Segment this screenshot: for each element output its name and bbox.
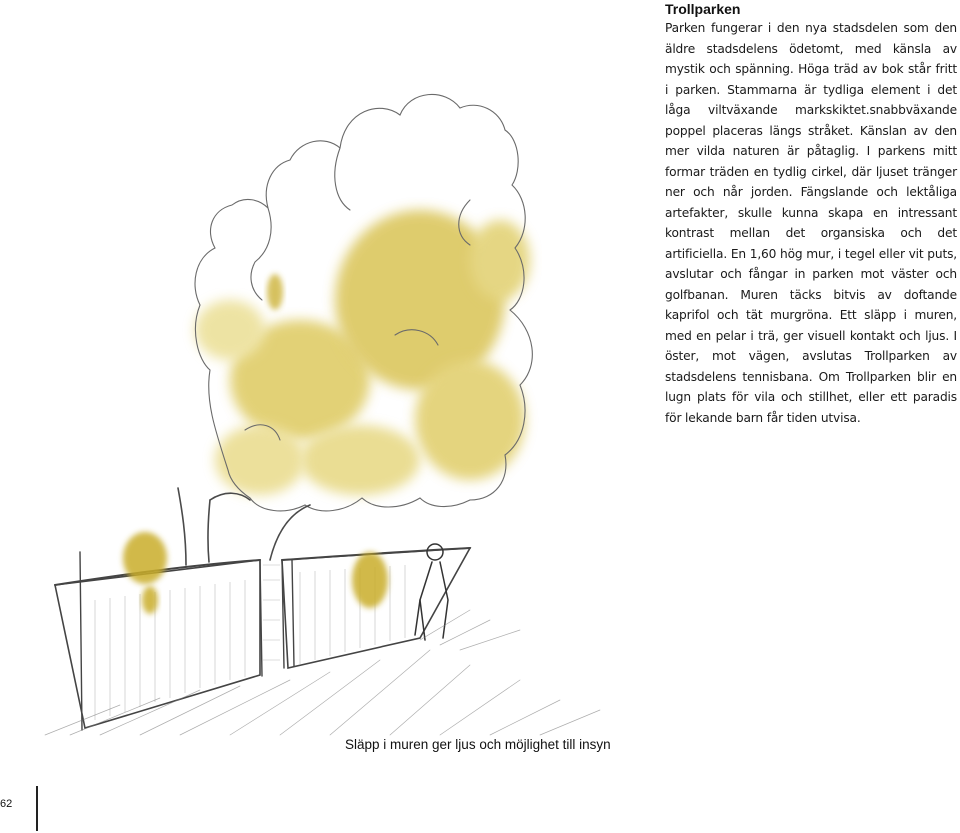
article-column [665, 0, 957, 428]
climbing-plants [123, 532, 388, 614]
wall [55, 548, 470, 730]
foliage-wash [195, 210, 530, 495]
human-figure [415, 544, 448, 640]
tree-trunks [178, 488, 310, 565]
ground-hatching [45, 610, 600, 735]
page-number: 62 [0, 798, 13, 810]
figure-caption: Släpp i muren ger ljus och möjlighet till insyn [345, 737, 611, 752]
page-divider [36, 786, 38, 831]
article-body: Parken fungerar i den nya stadsdelen som den äldre stadsdelens ödetomt, med känsla av mystik och spänning. Höga träd av bok står fritt i parken. Stammarna är tydliga element i det låga viltväxande markskiktet.snabbväxande poppel placeras längs stråket. Känslan av den mer vilda naturen är påtaglig. I parkens mitt formar träden en tydlig cirkel, där ljuset tränger ner och når jorden. Fängslande och lektåliga artefakter, skulle kunna skapa en intressant kontrast mellan det organsiska och det artificiella. En 1,60 hög mur, i tegel eller vit puts, avslutar och fångar in parken mot väster och golfbanan. Muren täcks bitvis av doftande kaprifol och tät murgröna. Ett släpp i muren, med en pelar i trä, ger visuell kontakt och ljus. I öster, mot vägen, avslutas Trollparken av stadsdelens tennisbana. Om Trollparken blir en lugn plats för vila och stillhet, eller ett paradis för lekande barn får tiden utvisa. [665, 21, 957, 425]
article-title: Trollparken [665, 1, 741, 17]
